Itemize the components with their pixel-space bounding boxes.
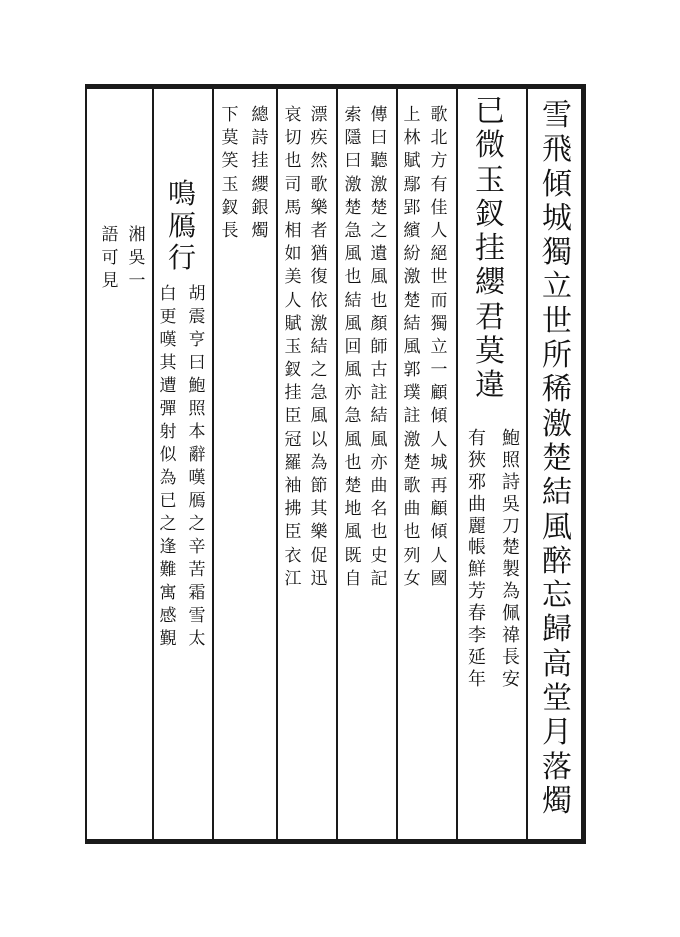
character: 笑 bbox=[221, 151, 239, 172]
character: 記 bbox=[370, 568, 388, 589]
character: 顧 bbox=[430, 499, 448, 520]
character: 微 bbox=[475, 128, 505, 164]
character: 也 bbox=[284, 151, 302, 172]
character: 漂 bbox=[310, 105, 328, 125]
character: 疾 bbox=[310, 128, 328, 149]
character: 郢 bbox=[403, 197, 421, 218]
character: 獨 bbox=[430, 313, 448, 334]
left-border bbox=[85, 84, 87, 844]
character: 更 bbox=[159, 307, 177, 327]
character: 城 bbox=[430, 452, 448, 473]
character: 難 bbox=[159, 560, 177, 580]
character: 衣 bbox=[284, 545, 302, 566]
character: 吳 bbox=[502, 493, 520, 515]
column-divider bbox=[336, 89, 338, 839]
character: 曰 bbox=[344, 151, 362, 172]
character: 回 bbox=[344, 336, 362, 357]
character: 曲 bbox=[370, 476, 388, 496]
character: 湘 bbox=[128, 225, 146, 245]
character: 辭 bbox=[188, 445, 206, 465]
character: 之 bbox=[188, 514, 206, 534]
character: 有 bbox=[468, 428, 486, 449]
character: 上 bbox=[403, 105, 421, 125]
character: 詩 bbox=[251, 128, 269, 149]
right-border bbox=[581, 84, 586, 844]
character: 鴈 bbox=[167, 209, 196, 242]
character: 遺 bbox=[370, 244, 388, 265]
character: 以 bbox=[310, 429, 328, 450]
character: 太 bbox=[188, 629, 206, 649]
character: 飛 bbox=[542, 132, 572, 168]
character: 聽 bbox=[370, 151, 388, 172]
character: 本 bbox=[188, 422, 206, 442]
character: 一 bbox=[128, 271, 146, 291]
character: 鄢 bbox=[403, 174, 421, 195]
character: 楚 bbox=[344, 197, 362, 218]
character: 震 bbox=[188, 307, 206, 327]
character: 隱 bbox=[344, 128, 362, 149]
character: 冠 bbox=[284, 429, 302, 450]
character: 楚 bbox=[403, 290, 421, 311]
character: 總 bbox=[251, 105, 269, 125]
character: 鮮 bbox=[468, 559, 486, 581]
character: 之 bbox=[310, 360, 328, 381]
character: 臣 bbox=[284, 522, 302, 543]
character: 挂 bbox=[284, 383, 302, 404]
character: 楚 bbox=[344, 476, 362, 496]
character: 可 bbox=[101, 248, 119, 268]
character: 哀 bbox=[284, 105, 302, 125]
character: 李 bbox=[468, 625, 486, 647]
character: 璞 bbox=[403, 383, 421, 404]
character: 馬 bbox=[284, 197, 302, 218]
character: 註 bbox=[370, 383, 388, 404]
character: 曲 bbox=[468, 493, 486, 515]
character: 之 bbox=[159, 514, 177, 534]
column-divider bbox=[276, 89, 278, 839]
character: 釵 bbox=[475, 196, 505, 232]
character: 楚 bbox=[502, 537, 520, 559]
annotation-column bbox=[400, 104, 424, 591]
character: 風 bbox=[344, 429, 362, 450]
character: 列 bbox=[403, 545, 421, 566]
character: 者 bbox=[310, 220, 328, 241]
character: 佳 bbox=[430, 197, 448, 218]
character: 既 bbox=[344, 545, 362, 566]
character: 風 bbox=[370, 429, 388, 450]
character: 纓 bbox=[475, 265, 505, 301]
character: 北 bbox=[430, 128, 448, 149]
character: 師 bbox=[370, 336, 388, 357]
character: 楚 bbox=[370, 197, 388, 218]
character: 帳 bbox=[468, 537, 486, 559]
character: 結 bbox=[310, 336, 328, 357]
character: 傾 bbox=[430, 406, 448, 427]
character: 鮑 bbox=[188, 376, 206, 396]
character: 挂 bbox=[251, 151, 269, 172]
character: 吳 bbox=[128, 248, 146, 268]
character: 風 bbox=[344, 244, 362, 265]
character: 狹 bbox=[468, 449, 486, 471]
character: 依 bbox=[310, 290, 328, 311]
character: 曲 bbox=[403, 499, 421, 520]
character: 月 bbox=[542, 715, 572, 751]
character: 也 bbox=[344, 452, 362, 473]
character: 覲 bbox=[159, 629, 177, 649]
annotation-column bbox=[185, 283, 209, 651]
character: 急 bbox=[344, 220, 362, 241]
character: 一 bbox=[430, 360, 448, 381]
character: 亦 bbox=[344, 383, 362, 404]
character: 再 bbox=[430, 476, 448, 496]
character: 也 bbox=[370, 290, 388, 311]
annotation-column bbox=[281, 104, 305, 591]
character: 國 bbox=[430, 568, 448, 589]
character: 年 bbox=[468, 668, 486, 690]
character: 禕 bbox=[502, 625, 520, 647]
character: 莫 bbox=[475, 334, 505, 370]
character: 有 bbox=[430, 174, 448, 195]
character: 其 bbox=[310, 499, 328, 520]
character: 臣 bbox=[284, 406, 302, 427]
character: 遭 bbox=[159, 376, 177, 396]
character: 賦 bbox=[403, 151, 421, 172]
annotation-column bbox=[427, 104, 451, 591]
character: 延 bbox=[468, 646, 486, 668]
column-divider bbox=[396, 89, 398, 839]
character: 歌 bbox=[403, 476, 421, 496]
character: 顧 bbox=[430, 383, 448, 404]
character: 嘆 bbox=[159, 330, 177, 350]
main-text-column bbox=[470, 95, 510, 404]
annotation-column bbox=[248, 104, 272, 243]
character: 堂 bbox=[542, 681, 572, 717]
character: 邪 bbox=[468, 471, 486, 493]
character: 人 bbox=[430, 545, 448, 566]
character: 名 bbox=[370, 499, 388, 520]
column-divider bbox=[152, 89, 154, 839]
character: 醉 bbox=[542, 543, 572, 579]
character: 顏 bbox=[370, 313, 388, 334]
character: 楚 bbox=[542, 440, 572, 476]
character: 傳 bbox=[370, 105, 388, 125]
character: 寓 bbox=[159, 583, 177, 603]
character: 然 bbox=[310, 151, 328, 172]
character: 春 bbox=[468, 603, 486, 625]
character: 也 bbox=[344, 267, 362, 288]
character: 見 bbox=[101, 271, 119, 291]
character: 絕 bbox=[430, 244, 448, 265]
character: 人 bbox=[430, 220, 448, 241]
character: 佩 bbox=[502, 603, 520, 625]
character: 方 bbox=[430, 151, 448, 172]
character: 釵 bbox=[284, 360, 302, 381]
character: 急 bbox=[344, 406, 362, 427]
character: 世 bbox=[542, 303, 572, 339]
character: 郭 bbox=[403, 360, 421, 381]
character: 之 bbox=[370, 220, 388, 241]
character: 樂 bbox=[310, 197, 328, 218]
character: 世 bbox=[430, 267, 448, 288]
character: 已 bbox=[475, 94, 505, 129]
character: 其 bbox=[159, 353, 177, 373]
character: 燭 bbox=[542, 783, 572, 819]
character: 違 bbox=[475, 368, 505, 404]
character: 鮑 bbox=[502, 428, 520, 449]
character: 袖 bbox=[284, 476, 302, 496]
character: 迅 bbox=[310, 568, 328, 589]
character: 激 bbox=[344, 174, 362, 195]
character: 玉 bbox=[475, 162, 505, 198]
character: 玉 bbox=[221, 174, 239, 195]
character: 羅 bbox=[284, 452, 302, 473]
annotation-column bbox=[156, 283, 180, 651]
character: 司 bbox=[284, 174, 302, 195]
character: 城 bbox=[542, 200, 572, 236]
character: 為 bbox=[502, 581, 520, 603]
character: 自 bbox=[344, 568, 362, 589]
column-divider bbox=[212, 89, 214, 839]
character: 節 bbox=[310, 476, 328, 496]
character: 促 bbox=[310, 545, 328, 566]
character: 詩 bbox=[502, 471, 520, 493]
character: 辛 bbox=[188, 537, 206, 557]
character: 嘆 bbox=[188, 468, 206, 488]
character: 風 bbox=[344, 360, 362, 381]
column-divider bbox=[526, 89, 528, 839]
character: 激 bbox=[310, 313, 328, 334]
character: 為 bbox=[310, 452, 328, 473]
character: 結 bbox=[344, 290, 362, 311]
character: 亨 bbox=[188, 330, 206, 350]
character: 射 bbox=[159, 422, 177, 442]
character: 胡 bbox=[188, 284, 206, 304]
character: 結 bbox=[403, 313, 421, 334]
character: 女 bbox=[403, 568, 421, 589]
character: 猶 bbox=[310, 244, 328, 265]
character: 莫 bbox=[221, 128, 239, 149]
character: 所 bbox=[542, 338, 572, 374]
character: 君 bbox=[475, 299, 505, 335]
character: 已 bbox=[159, 491, 177, 511]
character: 傾 bbox=[430, 522, 448, 543]
character: 史 bbox=[370, 545, 388, 566]
character: 為 bbox=[159, 468, 177, 488]
character: 感 bbox=[159, 606, 177, 626]
annotation-column bbox=[367, 104, 391, 591]
character: 立 bbox=[542, 269, 572, 305]
character: 語 bbox=[101, 225, 119, 245]
character: 註 bbox=[403, 406, 421, 427]
character: 纓 bbox=[251, 174, 269, 195]
character: 歌 bbox=[430, 105, 448, 125]
character: 拂 bbox=[284, 499, 302, 520]
character: 索 bbox=[344, 105, 362, 125]
character: 人 bbox=[284, 290, 302, 311]
character: 結 bbox=[370, 406, 388, 427]
character: 曰 bbox=[188, 353, 206, 373]
character: 霜 bbox=[188, 583, 206, 603]
character: 復 bbox=[310, 267, 328, 288]
character: 芳 bbox=[468, 581, 486, 603]
annotation-column bbox=[341, 104, 365, 591]
character: 似 bbox=[159, 445, 177, 465]
character: 急 bbox=[310, 383, 328, 404]
character: 刀 bbox=[502, 515, 520, 537]
character: 立 bbox=[430, 336, 448, 357]
character: 也 bbox=[370, 522, 388, 543]
character: 稀 bbox=[542, 372, 572, 408]
character: 切 bbox=[284, 128, 302, 149]
character: 結 bbox=[542, 475, 572, 511]
character: 曰 bbox=[370, 128, 388, 149]
character: 鳴 bbox=[167, 177, 196, 210]
character: 苦 bbox=[188, 560, 206, 580]
character: 亦 bbox=[370, 452, 388, 473]
character: 風 bbox=[344, 522, 362, 543]
character: 落 bbox=[542, 749, 572, 785]
annotation-column bbox=[125, 224, 149, 293]
character: 相 bbox=[284, 220, 302, 241]
character: 繽 bbox=[403, 220, 421, 241]
character: 也 bbox=[403, 522, 421, 543]
character: 行 bbox=[167, 241, 196, 274]
character: 而 bbox=[430, 290, 448, 311]
character: 彈 bbox=[159, 399, 177, 419]
column-divider bbox=[456, 89, 458, 839]
character: 忘 bbox=[542, 578, 572, 614]
character: 賦 bbox=[284, 313, 302, 334]
character: 高 bbox=[542, 646, 572, 682]
main-text-column bbox=[537, 99, 577, 819]
character: 風 bbox=[370, 267, 388, 288]
character: 江 bbox=[284, 568, 302, 589]
character: 逢 bbox=[159, 537, 177, 557]
character: 風 bbox=[310, 406, 328, 427]
character: 紛 bbox=[403, 244, 421, 265]
character: 樂 bbox=[310, 522, 328, 543]
character: 燭 bbox=[251, 220, 269, 241]
character: 下 bbox=[221, 105, 239, 125]
character: 安 bbox=[502, 668, 520, 690]
character: 激 bbox=[403, 267, 421, 288]
character: 鴈 bbox=[188, 491, 206, 511]
character: 挂 bbox=[475, 231, 505, 267]
character: 古 bbox=[370, 360, 388, 381]
character: 楚 bbox=[403, 452, 421, 473]
character: 激 bbox=[370, 174, 388, 195]
character: 白 bbox=[159, 284, 177, 304]
character: 長 bbox=[502, 646, 520, 668]
poem-title bbox=[164, 178, 200, 274]
character: 長 bbox=[221, 220, 239, 241]
character: 麗 bbox=[468, 515, 486, 537]
annotation-column bbox=[465, 428, 489, 691]
character: 人 bbox=[430, 429, 448, 450]
character: 風 bbox=[542, 509, 572, 545]
character: 玉 bbox=[284, 336, 302, 357]
character: 地 bbox=[344, 499, 362, 520]
character: 雪 bbox=[542, 98, 572, 133]
character: 風 bbox=[403, 336, 421, 357]
annotation-column bbox=[98, 224, 122, 293]
bottom-border bbox=[85, 839, 586, 844]
annotation-column bbox=[218, 104, 242, 243]
annotation-column bbox=[499, 428, 523, 691]
character: 美 bbox=[284, 267, 302, 288]
character: 製 bbox=[502, 559, 520, 581]
character: 如 bbox=[284, 244, 302, 265]
character: 釵 bbox=[221, 197, 239, 218]
annotation-column bbox=[307, 104, 331, 591]
character: 傾 bbox=[542, 166, 572, 202]
character: 風 bbox=[344, 313, 362, 334]
character: 歌 bbox=[310, 174, 328, 195]
character: 照 bbox=[502, 449, 520, 471]
character: 銀 bbox=[251, 197, 269, 218]
character: 林 bbox=[403, 128, 421, 149]
character: 激 bbox=[403, 429, 421, 450]
character: 激 bbox=[542, 406, 572, 442]
character: 照 bbox=[188, 399, 206, 419]
character: 雪 bbox=[188, 606, 206, 626]
character: 獨 bbox=[542, 235, 572, 271]
character: 歸 bbox=[542, 612, 572, 648]
